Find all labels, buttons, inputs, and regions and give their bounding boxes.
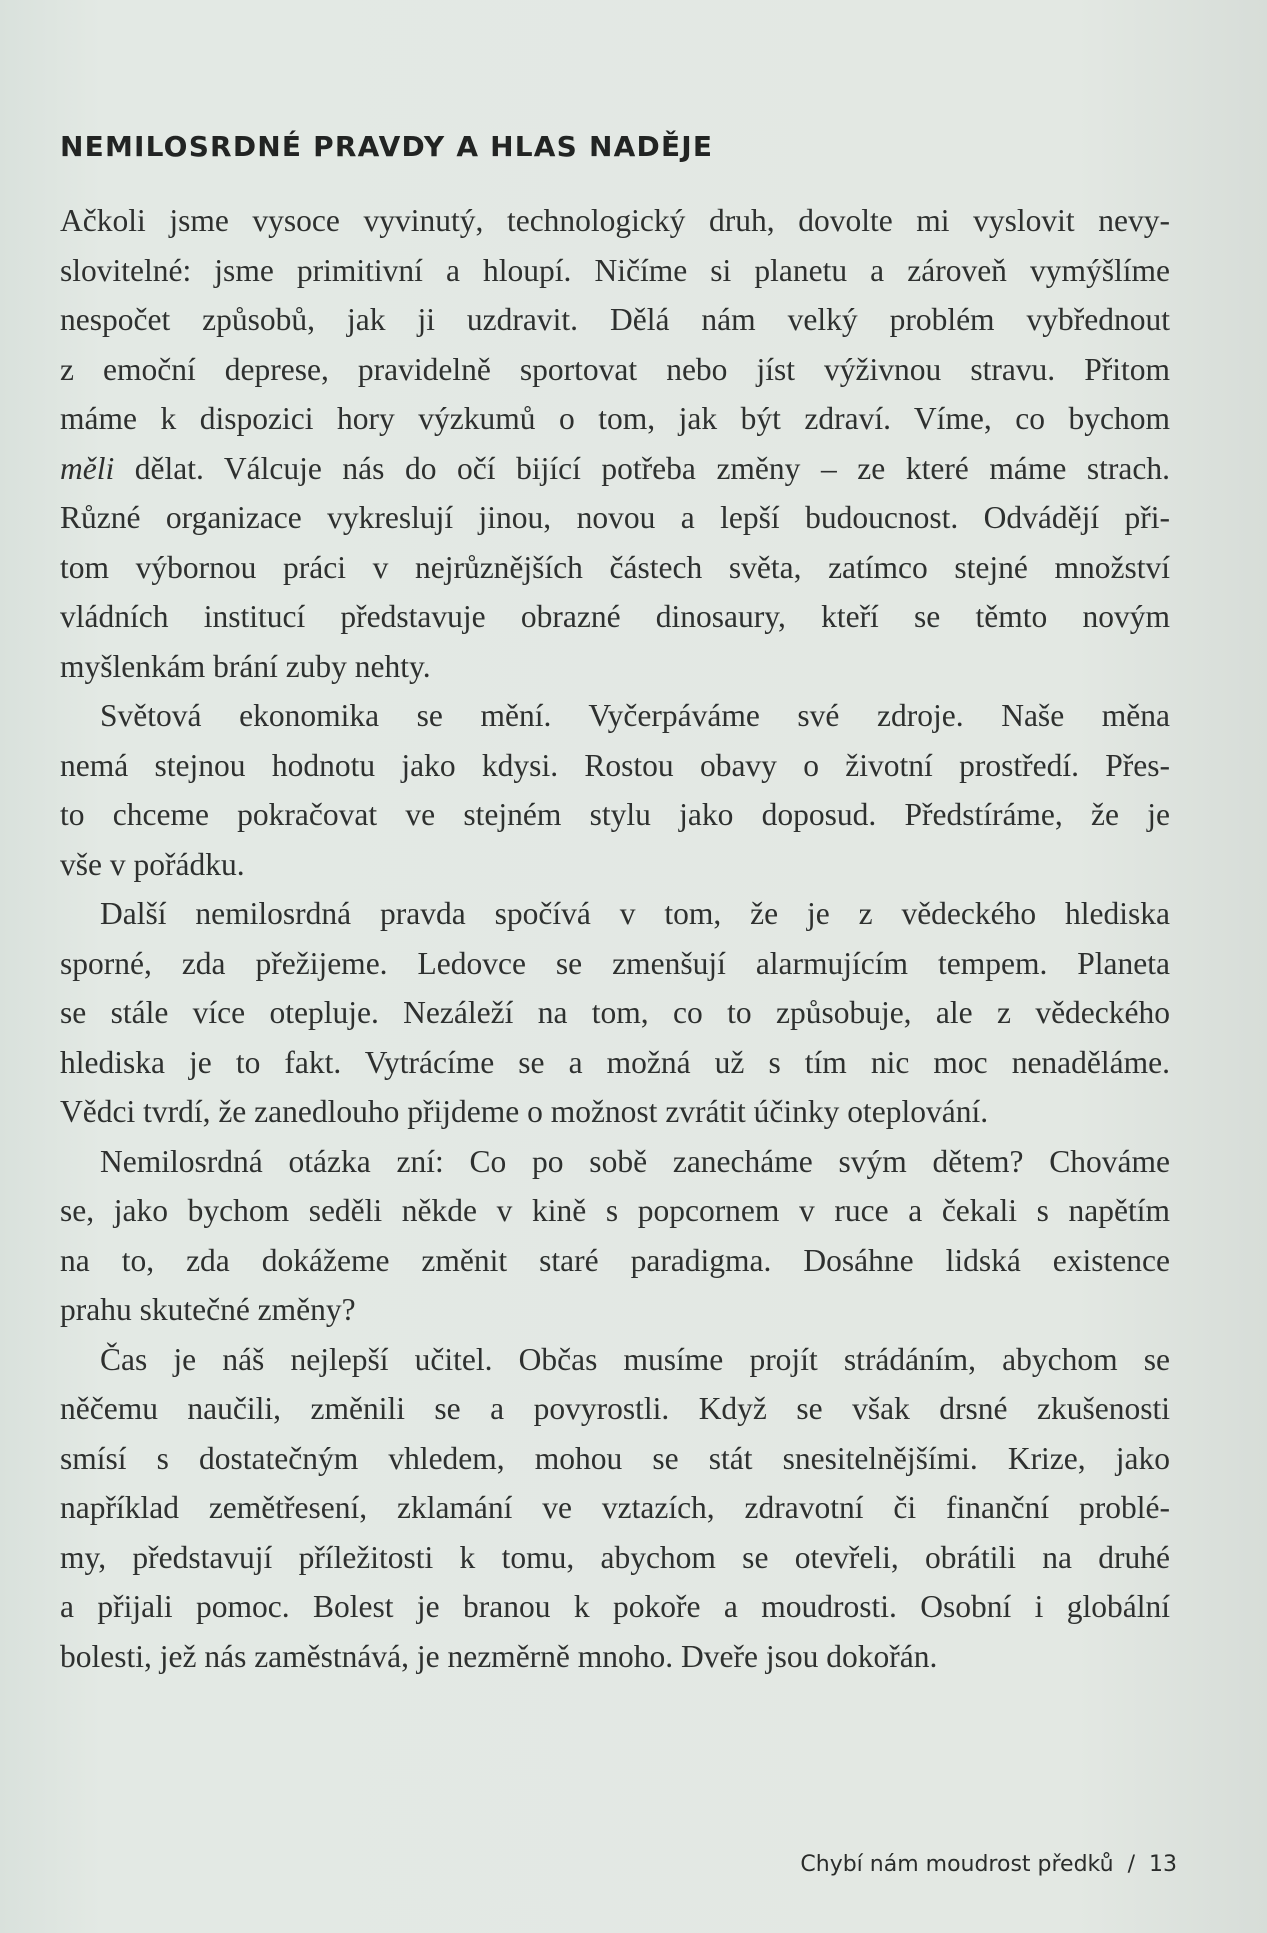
text-line: Nemilosrdná otázka zní: Co po sobě zanecháme svým dětem? Chováme [100,1143,1170,1179]
text-line: Další nemilosrdná pravda spočívá v tom, že je z vědeckého hlediska [100,896,1170,931]
section-heading: NEMILOSRDNÉ PRAVDY A HLAS NADĚJE [60,130,714,163]
text-line: myšlenkám brání zuby nehty. [60,648,431,684]
text-line: z emoční deprese, pravidelně sportovat nebo jíst výživnou stravu. Přitom [60,351,1170,387]
text-line: nemá stejnou hodnotu jako kdysi. Rostou obavy o životní prostředí. Přes- [60,747,1170,783]
paragraph [60,1335,1170,1682]
text-line: Vědci tvrdí, že zanedlouho přijdeme o možnost zvrátit účinky oteplování. [60,1094,989,1129]
text-line: vládních institucí představuje obrazné dinosaury, kteří se těmto novým [60,599,1170,634]
text-line: tom výbornou práci v nejrůznějších částech světa, zatímco stejné množství [60,549,1170,585]
text-line: se stále více otepluje. Nezáleží na tom, co to způsobuje, ale z vědeckého [60,995,1170,1030]
text-line: nespočet způsobů, jak ji uzdravit. Dělá nám velký problém vybřednout [60,302,1170,337]
footer-book-title: Chybí nám moudrost předků [800,1852,1114,1877]
text-line: my, představují příležitosti k tomu, abychom se otevřeli, obrátili na druhé [60,1539,1170,1575]
text-line: se, jako bychom seděli někde v kině s popcornem v ruce a čekali s napětím [60,1193,1170,1228]
footer-separator: / [1127,1852,1135,1877]
text-line: měli dělat. Válcuje nás do očí bijící potřeba změny – ze které máme strach. [60,450,1170,486]
text-line: Čas je náš nejlepší učitel. Občas musíme projít strádáním, abychom se [100,1341,1170,1377]
text-line: Různé organizace vykreslují jinou, novou a lepší budoucnost. Odvádějí při- [60,500,1170,535]
text-line: máme k dispozici hory výzkumů o tom, jak být zdraví. Víme, co bychom [60,401,1170,436]
footer-page-number: 13 [1149,1852,1177,1877]
text-line: a přijali pomoc. Bolest je branou k pokoře a moudrosti. Osobní i globální [60,1589,1170,1624]
text-line: například zemětřesení, zklamání ve vztazích, zdravotní či finanční problé- [60,1490,1170,1525]
text-line: to chceme pokračovat ve stejném stylu jako doposud. Předstíráme, že je [60,797,1170,832]
text-line: vše v pořádku. [60,846,245,882]
paragraph [60,691,1170,889]
paragraph [60,196,1170,691]
text-line: hlediska je to fakt. Vytrácíme se a možná už s tím nic moc nenaděláme. [60,1044,1170,1080]
text-line: na to, zda dokážeme změnit staré paradigma. Dosáhne lidská existence [60,1242,1170,1278]
text-line: Ačkoli jsme vysoce vyvinutý, technologický druh, dovolte mi vyslovit nevy- [60,203,1170,238]
emphasis: měli [60,450,115,486]
text-line: smísí s dostatečným vhledem, mohou se stát snesitelnějšími. Krize, jako [60,1440,1170,1476]
body-text [60,196,1170,1681]
paragraph [60,1137,1170,1335]
text-line: slovitelné: jsme primitivní a hloupí. Ničíme si planetu a zároveň vymýšlíme [60,252,1170,288]
paragraph [60,889,1170,1137]
text-line: sporné, zda přežijeme. Ledovce se zmenšují alarmujícím tempem. Planeta [60,945,1170,981]
page-footer [800,1852,1177,1877]
text-line: bolesti, jež nás zaměstnává, je nezměrně mnoho. Dveře jsou dokořán. [60,1638,938,1674]
text-line: něčemu naučili, změnili se a povyrostli. Když se však drsné zkušenosti [60,1391,1170,1426]
text-line: Světová ekonomika se mění. Vyčerpáváme své zdroje. Naše měna [100,698,1170,733]
text-line: prahu skutečné změny? [60,1292,356,1327]
